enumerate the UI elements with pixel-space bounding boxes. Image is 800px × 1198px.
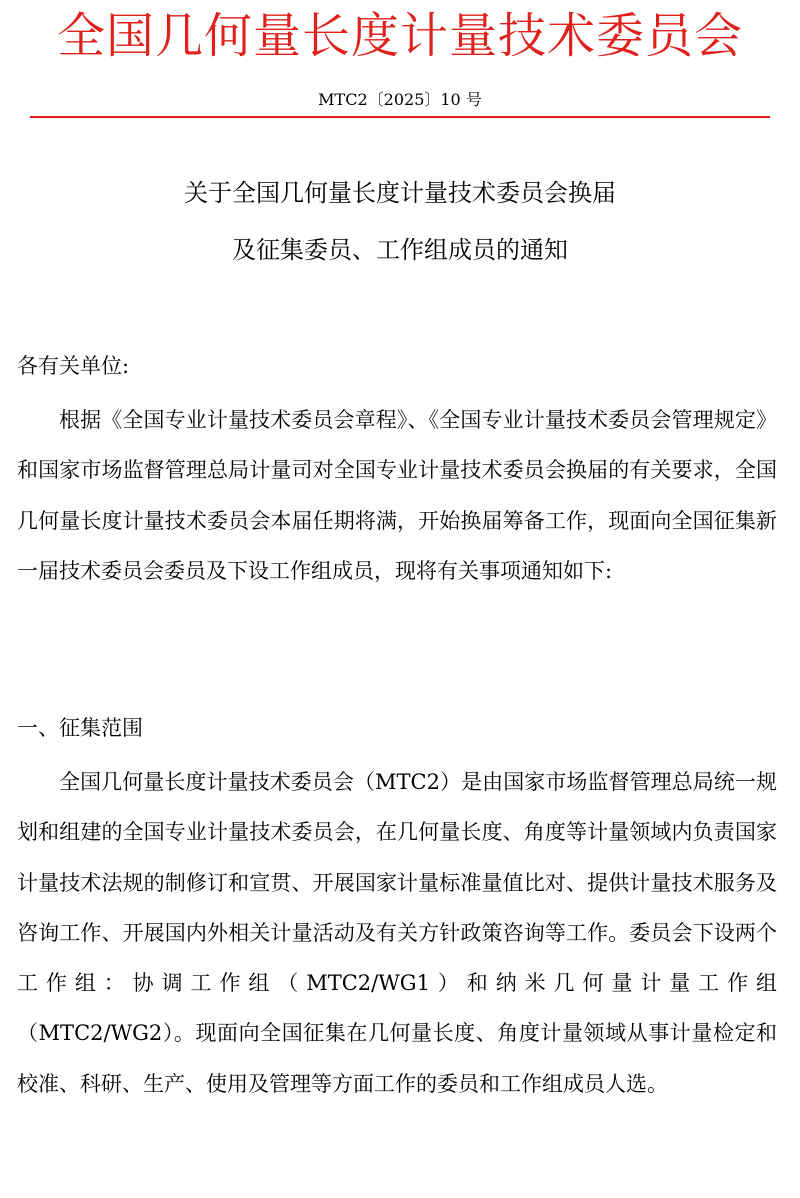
body-paragraph-scope: 全国几何量长度计量技术委员会（MTC2）是由国家市场监督管理总局统一规划和组建的全国专业计量技术委员会，在几何量长度、角度等计量领域内负责国家计量技术法规的制修订和宣贯、开展国家计量标准量值比对、提供计量技术服务及咨询工作、开展国内外相关计量活动及有关方针政策咨询等工作。委员会下设两个工作组：协调工作组（MTC2/WG1）和纳米几何量计量工作组（MTC2/WG2）。现面向全国征集在几何量长度、角度计量领域从事计量检定和校准、科研、生产、使用及管理等方面工作的委员和工作组成员人选。	[17, 770, 777, 1096]
body-paragraph-intro: 根据《全国专业计量技术委员会章程》、《全国专业计量技术委员会管理规定》和国家市场监督管理总局计量司对全国专业计量技术委员会换届的有关要求，全国几何量长度计量技术委员会本届任期将满，开始换届筹备工作，现面向全国征集新一届技术委员会委员及下设工作组成员，现将有关事项通知如下:	[17, 408, 777, 583]
salutation: 各有关单位:	[17, 354, 130, 378]
header-red-rule	[30, 116, 770, 118]
document-number: MTC2〔2025〕10 号	[318, 90, 482, 109]
document-title-line-2: 及征集委员、工作组成员的通知	[232, 236, 568, 264]
document-title-line-1: 关于全国几何量长度计量技术委员会换届	[184, 179, 616, 207]
organization-title: 全国几何量长度计量技术委员会	[56, 8, 743, 64]
section-heading-scope: 一、征集范围	[17, 716, 143, 740]
